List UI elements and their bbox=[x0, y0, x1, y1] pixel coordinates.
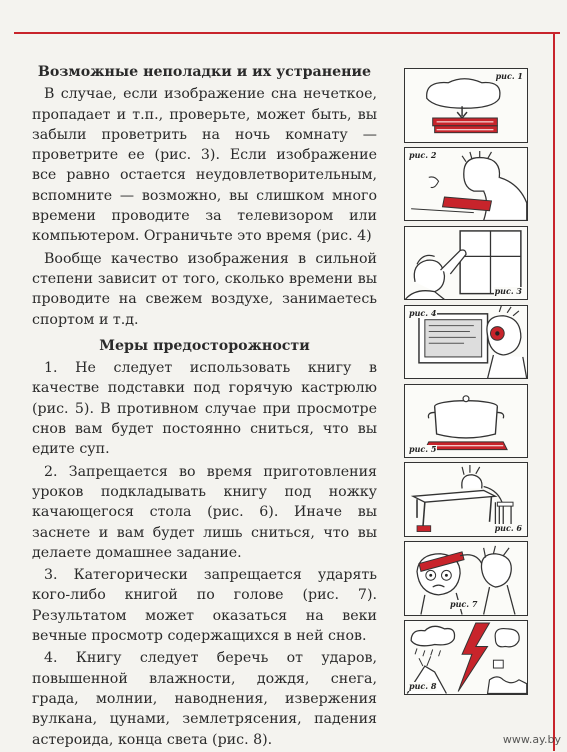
figure-8-disasters bbox=[404, 620, 528, 695]
figure-label: рис. 8 bbox=[409, 680, 437, 691]
figure-label: рис. 4 bbox=[409, 307, 437, 318]
figure-7-hitting-with-book bbox=[404, 541, 528, 616]
figure-2-person-sleeping-on-book bbox=[404, 147, 528, 222]
figure-label: рис. 6 bbox=[494, 522, 522, 533]
paragraph: 4. Книгу следует беречь от ударов, повышенной влажности, дождя, снега, града, молнии, наводнения, извержения вулкана, цунами, землетрясения, падения астероида, конца света (рис. 8). bbox=[32, 650, 377, 748]
heading-troubleshooting: Возможные неполадки и их устранение bbox=[37, 64, 372, 80]
paragraph: 2. Запрещается во время приготовления уроков подкладывать книгу под ножку качающегося стола (рис. 6). Иначе вы заснете и вам будет лишь сниться, что вы делаете домашнее задание. bbox=[32, 463, 377, 561]
paragraph: В случае, если изображение сна нечеткое, пропадает и т.п., проверьте, может быть, вы забыли проветрить на ночь комнату — проветрите ее (рис. 3). Если изображение все равно остается неудовлетворительным, вспомните — возможно, вы слишком много времени проводите за телевизором или компьютером. Ограничьте это время (рис. 4) bbox=[32, 86, 377, 245]
figure-4-computer bbox=[404, 305, 528, 380]
paragraph: Вообще качество изображения в сильной степени зависит от того, сколько времени вы проводите на свежем воздухе, занимаетесь спортом и т.д. bbox=[32, 250, 377, 328]
figure-label: рис. 5 bbox=[409, 444, 437, 455]
right-red-rule bbox=[553, 32, 555, 751]
figure-3-opening-window bbox=[404, 226, 528, 301]
figure-label: рис. 1 bbox=[495, 71, 523, 81]
paragraph: 3. Категорически запрещается ударять кого-либо книгой по голове (рис. 7). Результатом может оказаться на веки вечные просмотр содержащихся в ней снов. bbox=[32, 567, 377, 645]
figure-label: рис. 7 bbox=[450, 598, 478, 609]
heading-precautions: Меры предосторожности bbox=[99, 337, 310, 354]
illustration-column bbox=[404, 68, 528, 699]
paragraph: 1. Не следует использовать книгу в качестве подставки под горячую кастрюлю (рис. 5). В противном случае при просмотре снов вам будет постоянно сниться, что вы едите суп. bbox=[32, 360, 377, 458]
figure-5-pot-on-book bbox=[404, 384, 528, 459]
top-red-rule bbox=[14, 32, 560, 34]
figure-1-pillow-on-books bbox=[404, 68, 528, 143]
figure-label: рис. 3 bbox=[494, 286, 522, 297]
figure-6-desk-with-book bbox=[404, 462, 528, 537]
text-column bbox=[32, 62, 377, 752]
figure-label: рис. 2 bbox=[409, 149, 437, 160]
watermark: www.ay.by bbox=[502, 733, 561, 746]
